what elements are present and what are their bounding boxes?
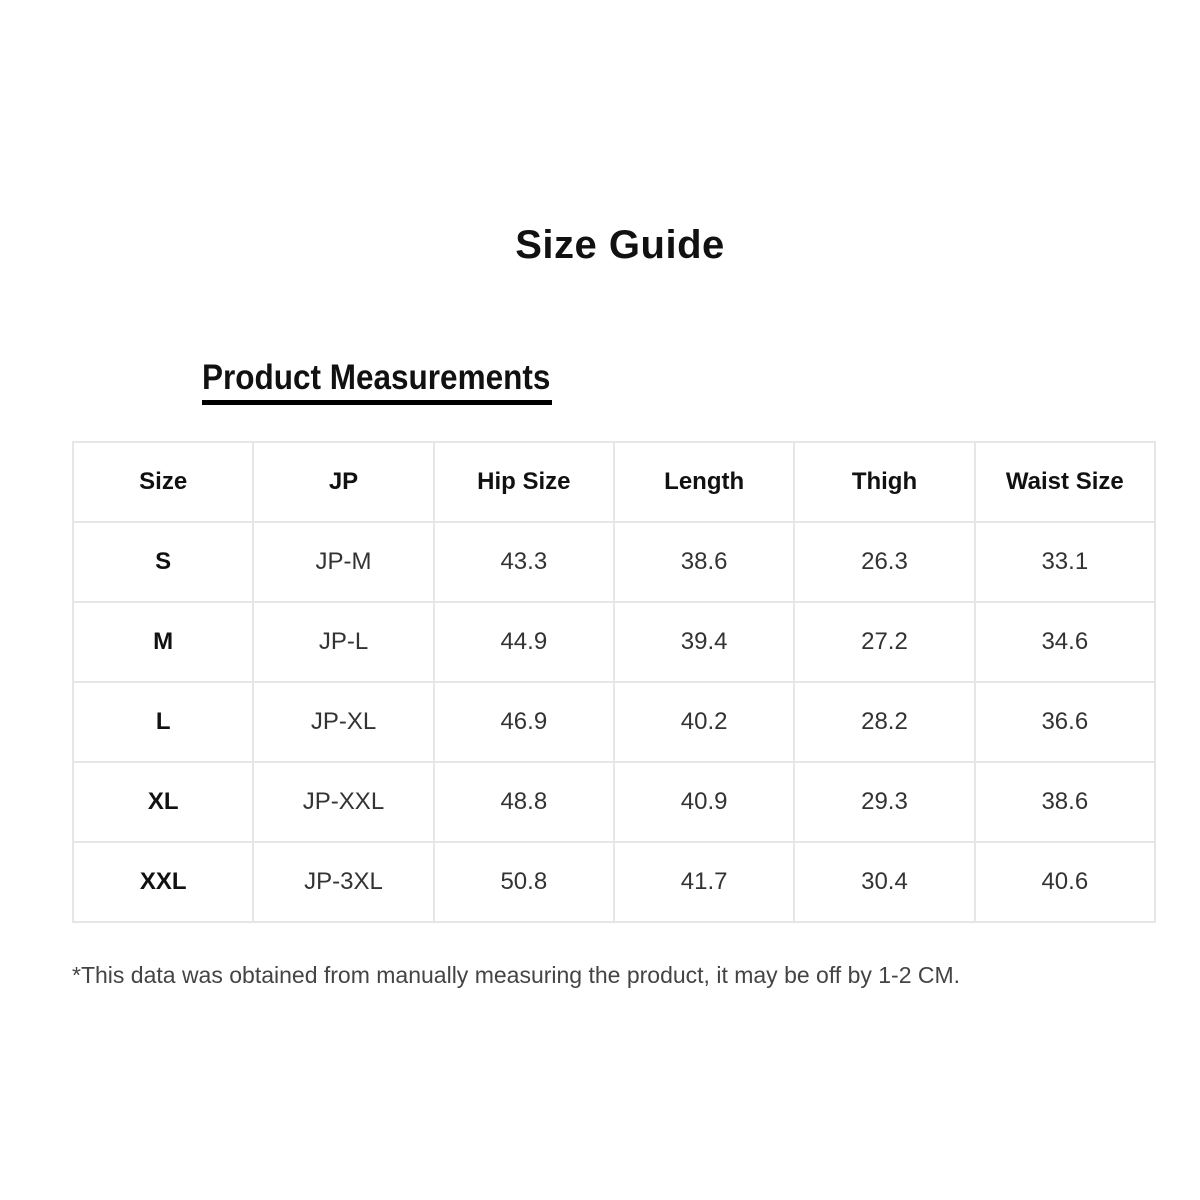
section-title: Product Measurements <box>202 358 551 397</box>
measurement-footnote: *This data was obtained from manually measuring the product, it may be off by 1-2 CM. <box>72 962 961 988</box>
header-jp: JP <box>253 442 433 522</box>
table-row <box>73 602 1155 682</box>
cell-length: 41.7 <box>614 842 794 922</box>
cell-jp: JP-XXL <box>253 762 433 842</box>
cell-length: 39.4 <box>614 602 794 682</box>
cell-hip-size: 44.9 <box>434 602 614 682</box>
size-table <box>72 441 1156 923</box>
cell-hip-size: 48.8 <box>434 762 614 842</box>
header-hip-size: Hip Size <box>434 442 614 522</box>
header-thigh: Thigh <box>794 442 974 522</box>
cell-waist-size: 33.1 <box>975 522 1155 602</box>
cell-size: L <box>73 682 253 762</box>
table-row <box>73 682 1155 762</box>
cell-thigh: 26.3 <box>794 522 974 602</box>
page-title: Size Guide <box>515 223 725 267</box>
cell-jp: JP-M <box>253 522 433 602</box>
table-row <box>73 762 1155 842</box>
cell-waist-size: 34.6 <box>975 602 1155 682</box>
table-row <box>73 842 1155 922</box>
cell-jp: JP-3XL <box>253 842 433 922</box>
cell-waist-size: 40.6 <box>975 842 1155 922</box>
cell-thigh: 28.2 <box>794 682 974 762</box>
cell-size: XL <box>73 762 253 842</box>
cell-size: M <box>73 602 253 682</box>
cell-thigh: 27.2 <box>794 602 974 682</box>
header-waist-size: Waist Size <box>975 442 1155 522</box>
size-table-header <box>73 442 1155 522</box>
section-underline <box>202 400 552 405</box>
cell-hip-size: 50.8 <box>434 842 614 922</box>
cell-thigh: 29.3 <box>794 762 974 842</box>
header-row <box>73 442 1155 522</box>
cell-jp: JP-L <box>253 602 433 682</box>
cell-hip-size: 46.9 <box>434 682 614 762</box>
cell-length: 38.6 <box>614 522 794 602</box>
size-table-body <box>73 522 1155 922</box>
cell-length: 40.2 <box>614 682 794 762</box>
cell-hip-size: 43.3 <box>434 522 614 602</box>
cell-waist-size: 38.6 <box>975 762 1155 842</box>
cell-length: 40.9 <box>614 762 794 842</box>
cell-jp: JP-XL <box>253 682 433 762</box>
cell-thigh: 30.4 <box>794 842 974 922</box>
cell-size: S <box>73 522 253 602</box>
header-length: Length <box>614 442 794 522</box>
cell-size: XXL <box>73 842 253 922</box>
header-size: Size <box>73 442 253 522</box>
cell-waist-size: 36.6 <box>975 682 1155 762</box>
table-row <box>73 522 1155 602</box>
